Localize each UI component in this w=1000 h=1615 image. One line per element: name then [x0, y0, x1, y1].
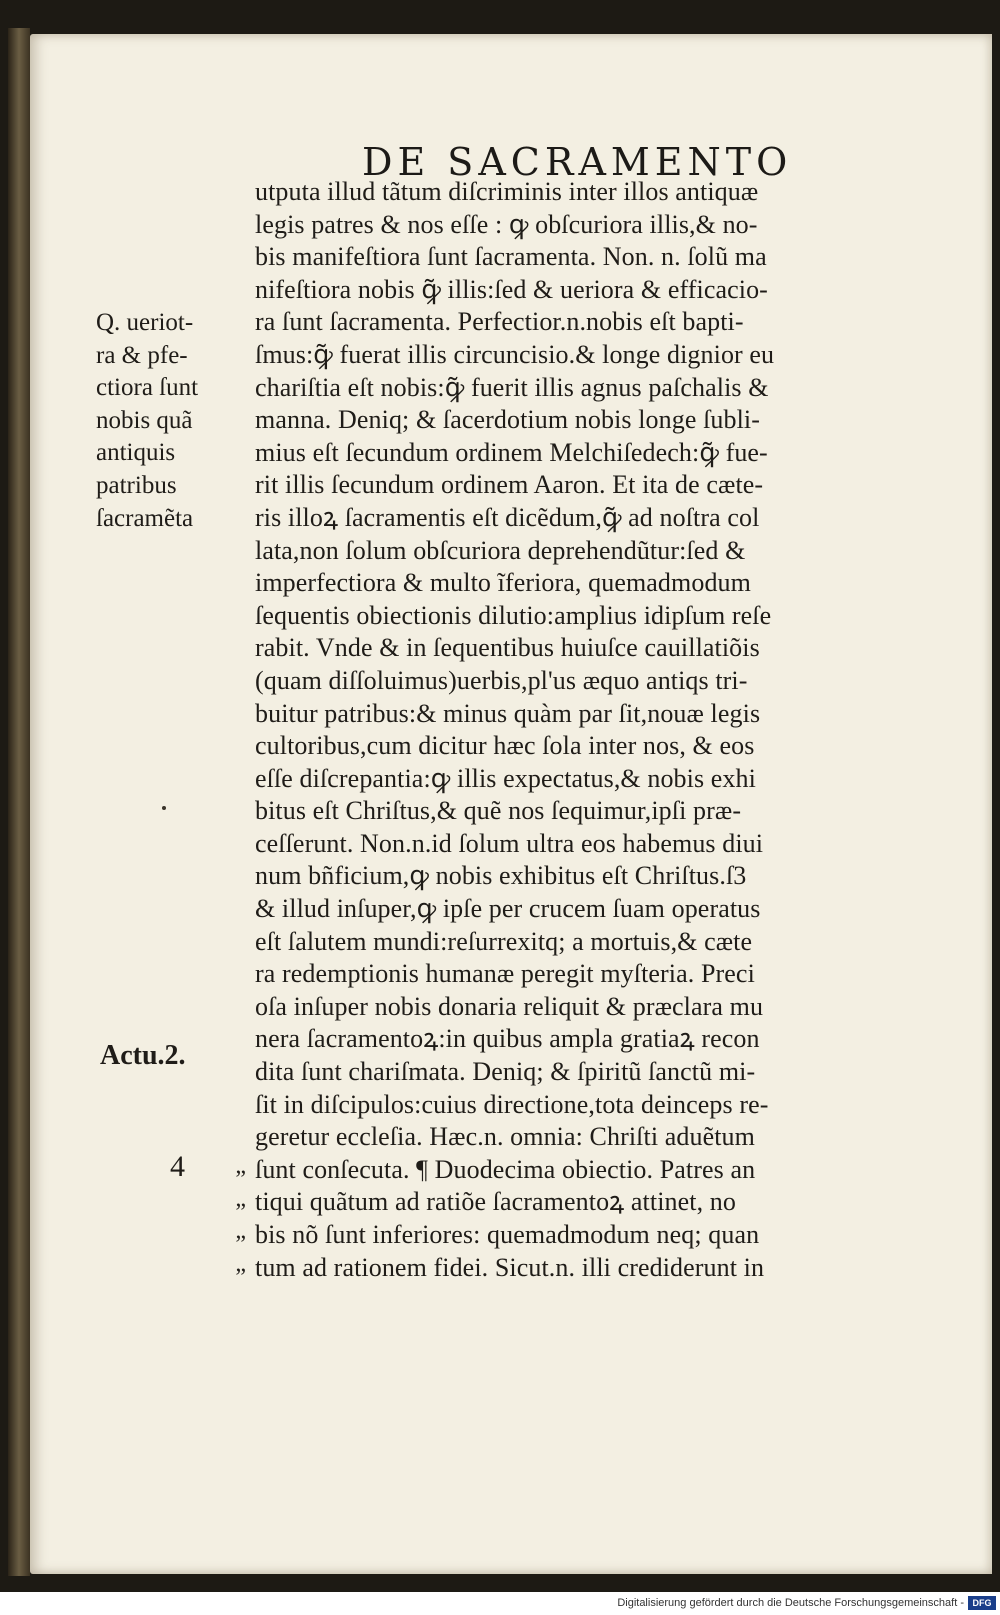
text-line: ſit in diſcipulos:cuius directione,tota deinceps re-: [255, 1089, 769, 1119]
text-line: tiqui quãtum ad ratiõe ſacramentoꝝ attinet, no: [255, 1187, 736, 1217]
running-head: DE SACRAMENTO: [362, 140, 793, 184]
text-line: imperfectiora & multo ĩferiora, quemadmodum: [255, 568, 751, 598]
marginal-note: [96, 307, 246, 535]
text-line: ceſſerunt. Non.n.id ſolum ultra eos habemus diui: [255, 828, 764, 858]
text-line: nera ſacramentoꝝ:in quibus ampla gratiaꝝ recon: [255, 1024, 760, 1054]
marginal-note-line: ſacramẽta: [96, 504, 194, 532]
text-line: manna. Deniq; & ſacerdotium nobis longe ſubli-: [255, 405, 760, 435]
text-line: lata,non ſolum obſcuriora deprehendũtur:ſed &: [255, 535, 746, 565]
text-line: utputa illud tãtum diſcriminis inter illos antiquæ: [255, 177, 759, 206]
quote-mark: „: [235, 1218, 246, 1245]
text-line: num bñficium,ꝙ nobis exhibitus eſt Chriſtus.ſ3: [255, 861, 747, 891]
text-line: oſa inſuper nobis donaria reliquit & præclara mu: [255, 991, 764, 1021]
text-line: bis nõ ſunt inferiores: quemadmodum neq; quan: [255, 1220, 760, 1249]
text-line: geretur eccleſia. Hæc.n. omnia: Chriſti aduẽtum: [255, 1122, 755, 1152]
text-line: eſt ſalutem mundi:reſurrexitq; a mortuis,& cæte: [255, 926, 753, 956]
text-line: dita ſunt chariſmata. Deniq; & ſpiritũ ſanctũ mi-: [255, 1057, 756, 1087]
marginal-note-line: ctiora ſunt: [96, 374, 199, 402]
marginal-reference: Actu.2.: [100, 1040, 186, 1071]
marginal-note-line: Q. ueriot-: [96, 309, 194, 336]
text-line: bis manifeſtiora ſunt ſacramenta. Non. n. ſolũ ma: [255, 242, 767, 272]
quote-mark: „: [235, 1250, 246, 1277]
ink-speck: [162, 806, 166, 810]
book-spine-edge: [8, 28, 30, 1576]
dfg-logo: DFG: [968, 1596, 996, 1610]
quote-marks: [210, 1150, 246, 1280]
marginal-note-line: nobis quã: [96, 406, 193, 434]
text-line: (quam diſſoluimus)uerbis,pl'us æquo antiqs tri-: [255, 665, 748, 695]
text-line: eſſe diſcrepantia:ꝙ illis expectatus,& nobis exhi: [255, 763, 756, 793]
text-line: cultoribus,cum dicitur hæc ſola inter nos, & eos: [255, 731, 755, 761]
footer-credit: Digitalisierung gefördert durch die Deutsche Forschungsgemeinschaft -: [617, 1597, 964, 1609]
text-line: ſunt conſecuta. ¶ Duodecima obiectio. Patres an: [255, 1154, 756, 1184]
text-line: rit illis ſecundum ordinem Aaron. Et ita de cæte-: [255, 470, 764, 500]
text-line: ra ſunt ſacramenta. Perfectior.n.nobis eſt bapti-: [255, 307, 744, 337]
text-line: rabit. Vnde & in ſequentibus huiuſce cauillatiõis: [255, 633, 760, 663]
marginal-note-line: patribus: [96, 471, 177, 499]
text-line: & illud inſuper,ꝙ ipſe per crucem ſuam operatus: [255, 894, 761, 924]
text-line: ſequentis obiectionis dilutio:amplius idipſum reſe: [255, 600, 772, 630]
text-line: tum ad rationem fidei. Sicut.n. illi crediderunt in: [255, 1252, 765, 1282]
marginal-number: 4: [170, 1150, 185, 1183]
text-line: nifeſtiora nobis ꝙ̃ illis:ſed & ueriora & efficacio-: [255, 274, 768, 304]
text-line: buitur patribus:& minus quàm par ſit,nouæ legis: [255, 698, 761, 728]
marginal-note-line: ra & pfe-: [96, 341, 188, 369]
text-line: ſmus:ꝙ̃ fuerat illis circuncisio.& longe dignior eu: [255, 339, 775, 369]
text-line: mius eſt ſecundum ordinem Melchiſedech:ꝙ̃ fue-: [255, 437, 768, 467]
quote-mark: „: [235, 1185, 246, 1212]
main-text-block: [255, 176, 955, 1284]
text-line: bitus eſt Chriſtus,& quẽ nos ſequimur,ipſi præ-: [255, 796, 742, 826]
text-line: legis patres & nos eſſe : ꝙ obſcuriora illis,& no-: [255, 209, 758, 239]
text-line: ris illoꝝ ſacramentis eſt dicẽdum,ꝙ̃ ad noſtra col: [255, 502, 760, 532]
text-line: ra redemptionis humanæ peregit myſteria. Preci: [255, 959, 755, 989]
marginal-note-line: antiquis: [96, 439, 176, 467]
text-line: chariſtia eſt nobis:ꝙ̃ fuerit illis agnus paſchalis &: [255, 372, 769, 402]
quote-mark: „: [235, 1153, 246, 1179]
